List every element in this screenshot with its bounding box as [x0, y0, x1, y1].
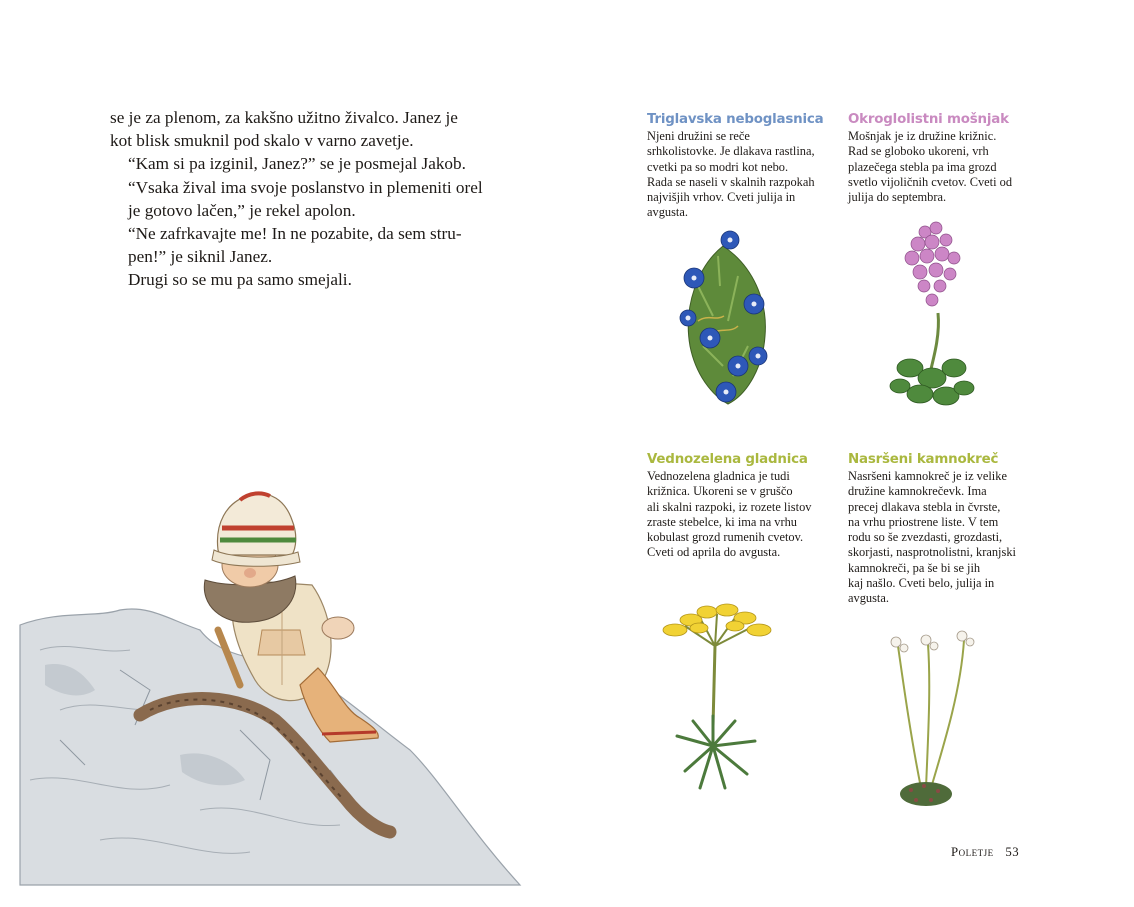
blue-gentian-illustration [668, 226, 778, 412]
plant-description-line: Vednozelena gladnica je tudi [647, 469, 790, 483]
plant-description-line: Nasršeni kamnokreč je iz velike [848, 469, 1007, 483]
story-line: “Ne zafrkavajte me! In ne pozabite, da sem stru- [128, 224, 462, 244]
story-line: se je za plenom, za kakšno užitno živalco. Janez je [110, 108, 458, 127]
story-line: kot blisk smuknil pod skalo v varno zavetje. [110, 131, 414, 151]
story-line: “Vsaka žival ima svoje poslanstvo in plemeniti orel [128, 177, 483, 197]
plant-description-line: Njeni družini se reče [647, 129, 750, 143]
plant-description-line: na vrhu priostrene liste. V tem [848, 514, 999, 529]
story-line: pen!” je siknil Janez. [128, 247, 273, 267]
plant-entry-triglavska-neboglasnica [647, 111, 827, 221]
plant-description-line: Rada se naseli v skalnih razpokah [647, 174, 815, 189]
story-paragraph [110, 152, 490, 175]
plant-entry-vednozelena-gladnica [647, 451, 827, 561]
story-paragraph [110, 106, 490, 152]
plant-entry-okroglolistni-mosnjak [848, 111, 1028, 205]
plant-entry-nasrseni-kamnokrec [848, 451, 1028, 607]
plant-description-line: srhkolistovke. Je dlakava rastlina, [647, 144, 815, 159]
plant-description-line: avgusta. [647, 205, 688, 220]
plant-title: Okroglolistni mošnjak [848, 112, 1009, 127]
plant-description-line: skorjasti, nasprotnolistni, kranjski [848, 545, 1016, 560]
story-line: Drugi so se mu pa samo smejali. [128, 270, 352, 290]
plant-description-line: Cveti od aprila do avgusta. [647, 545, 781, 560]
plant-description-line: avgusta. [848, 591, 889, 606]
plant-description-line: kobulast grozd rumenih cvetov. [647, 530, 804, 545]
plant-description-line: plazečega stebla pa ima grozd [848, 159, 997, 174]
page-number: 53 [1005, 845, 1020, 859]
story-paragraph [110, 176, 490, 222]
story-paragraph [110, 222, 490, 268]
section-name: Poletje [951, 845, 994, 859]
plant-description-line: Rad se globoko ukoreni, vrh [848, 144, 989, 159]
plant-title: Triglavska neboglasnica [647, 112, 824, 127]
plant-description [848, 129, 1028, 205]
white-saxifrage-illustration [876, 628, 976, 810]
page-footer [951, 845, 1019, 860]
plant-description-line: zraste stebelce, ki ima na vrhu [647, 514, 798, 529]
plant-description-line: kaj našlo. Cveti belo, julija in [848, 576, 995, 591]
pink-pennycress-illustration [880, 218, 980, 414]
gnome-hands [322, 617, 354, 639]
story-line: je gotovo lačen,” je rekel apolon. [128, 200, 356, 220]
gnome-on-rocks-illustration [0, 480, 540, 890]
plant-description-line: cvetki pa so modri kot nebo. [647, 159, 789, 174]
plant-description-line: precej dlakava stebla in čvrste, [848, 499, 1001, 514]
plant-description [647, 469, 827, 561]
plant-description-line: križnica. Ukoreni se v gruščo [647, 484, 793, 499]
plant-description-line: kamnokreči, pa še bi se jih [848, 560, 981, 575]
story-text [110, 106, 490, 292]
plant-description [848, 469, 1028, 607]
plant-description-line: najvišjih vrhov. Cveti julija in [647, 190, 796, 205]
plant-description-line: Mošnjak je iz družine križnic. [848, 129, 997, 143]
plant-description-line: družine kamnokrečevk. Ima [848, 484, 987, 499]
plant-title: Nasršeni kamnokreč [848, 452, 999, 467]
plant-description-line: rodu so še zvezdasti, grozdasti, [848, 530, 1003, 545]
gnome-hat [217, 494, 295, 555]
plant-description-line: julija do septembra. [848, 190, 947, 205]
story-line: “Kam si pa izginil, Janez?” se je posmejal Jakob. [128, 154, 466, 174]
plant-description-line: ali skalni razpoki, iz rozete listov [647, 499, 812, 514]
yellow-whitlow-grass-illustration [655, 596, 775, 798]
plant-description-line: svetlo vijoličnih cvetov. Cveti od [848, 174, 1013, 189]
plant-title: Vednozelena gladnica [647, 452, 808, 467]
plant-description [647, 129, 827, 221]
story-paragraph [110, 268, 490, 291]
